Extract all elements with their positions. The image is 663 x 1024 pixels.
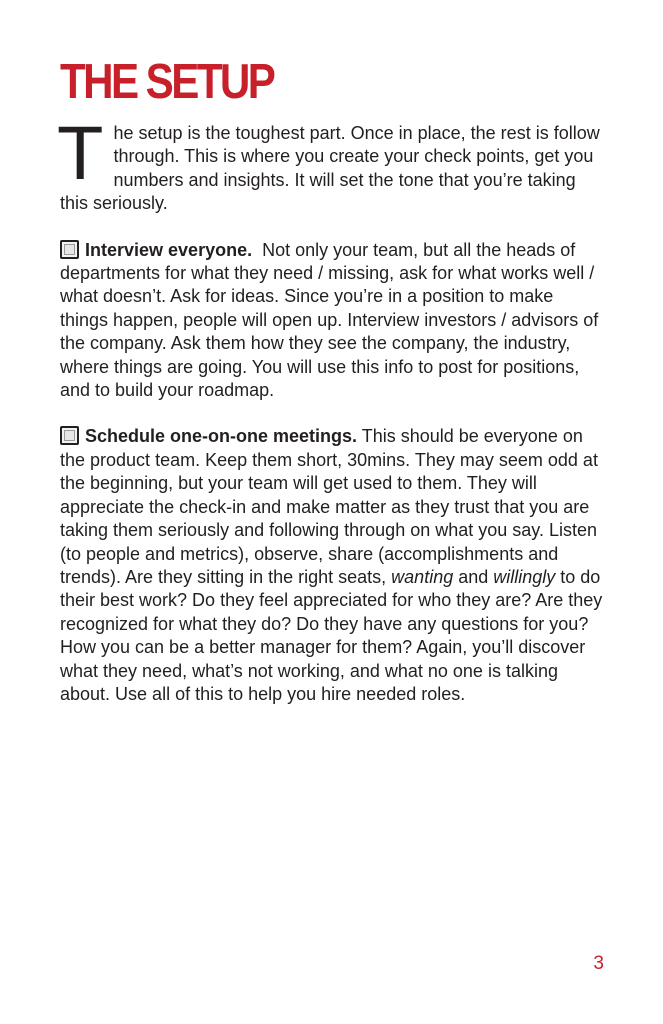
- drop-cap: T: [57, 111, 104, 196]
- page-title: THE SETUP: [60, 55, 274, 109]
- section-text: Not only your team, but all the heads of departments for what they need / missing, ask for what works well / what doesn’t. Ask for ideas. Since you’re in a position to make things happen, people will open up. Interview investors / advisors of the company. Ask them how they see the company, the industry, where things are going. You will use this info to post for positions, and to build your roadmap.: [60, 239, 604, 401]
- intro-text: he setup is the toughest part. Once in place, the rest is follow through. This is where you create your check points, get you numbers and insights. It will set the tone that you’re taking this seriously.: [60, 123, 600, 214]
- checkbox-icon: [60, 240, 79, 259]
- intro-paragraph: [57, 111, 605, 216]
- section-text: and: [453, 566, 494, 587]
- section-interview-everyone: [60, 239, 605, 403]
- page-content: [57, 55, 605, 706]
- section-lead: Schedule one-on-one meetings.: [85, 426, 358, 447]
- section-lead: Interview everyone.: [85, 239, 253, 260]
- section-one-on-one-meetings: [60, 425, 605, 706]
- section-text: This should be everyone on the product team. Keep them short, 30mins. They may seem odd at the beginning, but your team will get used to them. They will appreciate the check-in and make matter as they trust that you are taking them seriously and following through on what you say. Listen (to people and metrics), observe, share (accomplishments and trends). Are they sitting in the right seats,: [60, 426, 598, 587]
- section-text: to do their best work? Do they feel appreciated for who they are? Are they recognized for what they do? Do they have any questions for you? How you can be a better manager for them? Again, you’ll discover what they need, what’s not working, and what no one is talking about. Use all of this to help you hire needed roles.: [60, 566, 603, 704]
- emphasis-wanting: wanting: [391, 566, 454, 587]
- checkbox-icon: [60, 426, 79, 445]
- emphasis-willingly: willingly: [493, 566, 556, 587]
- page-number: 3: [593, 953, 604, 974]
